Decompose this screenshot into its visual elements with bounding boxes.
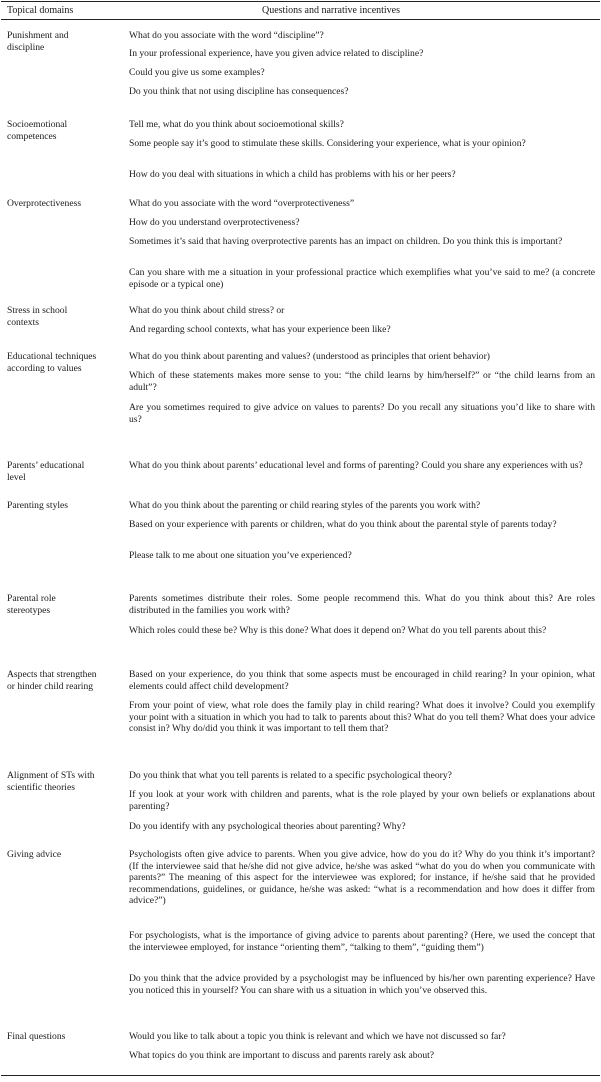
question: Could you give us some examples? xyxy=(129,67,265,78)
domain-parenting-styles xyxy=(7,500,125,512)
question: Do you identify with any psychological theories about parenting? Why? xyxy=(129,821,406,832)
question: What do you associate with the word “overprotectiveness” xyxy=(129,198,355,209)
domain-parents-educational-level xyxy=(7,460,125,483)
question: What do you think about parenting and values? (understood as principles that orient behavior) xyxy=(129,351,490,362)
domain-line: or hinder child rearing xyxy=(7,680,94,692)
question: If you look at your work with children and parents, what is the role played by your own beliefs or explanations about parenting? xyxy=(129,789,595,812)
domain-line: Parental role xyxy=(7,593,56,604)
domain-line: Final questions xyxy=(7,1031,66,1042)
question: Would you like to talk about a topic you think is relevant and which we have not discussed so far? xyxy=(129,1031,506,1042)
domain-overprotectiveness xyxy=(7,198,125,210)
top-rule xyxy=(1,1,600,2)
question: From your point of view, what role does the family play in child rearing? What does it involve? Could you exemplify your point with a situation in which you had to talk to parents about this? What do you tell them? What does your advice consist in? Why do/did you think it was important to tell them that? xyxy=(129,700,595,735)
domain-punishment-discipline xyxy=(7,30,125,53)
domain-line: Alignment of STs with xyxy=(7,770,95,781)
question: Do you think that the advice provided by a psychologist may be influenced by his/her own parenting experience? Have you noticed this in yourself? You can share with us a situation in which you’ve observed this. xyxy=(129,973,595,996)
domain-line: competences xyxy=(7,130,57,142)
question: What do you associate with the word “discipline”? xyxy=(129,30,324,41)
domain-alignment-theories xyxy=(7,770,125,793)
domain-line: Socioemotional xyxy=(7,119,68,130)
domain-socioemotional-competences xyxy=(7,119,125,142)
question: Some people say it’s good to stimulate these skills. Considering your experience, what is your opinion? xyxy=(129,138,526,149)
question: Based on your experience, do you think that some aspects must be encouraged in child rearing? In your opinion, what elements could affect child development? xyxy=(129,669,595,692)
question: Based on your experience with parents or children, what do you think about the parental style of parents today? xyxy=(129,519,557,530)
question: Which roles could these be? Why is this done? What does it depend on? What do you tell parents about this? xyxy=(129,625,547,636)
question: For psychologists, what is the importance of giving advice to parents about parenting? (Here, we used the concept that the interviewee employed, for instance “orienting them”, “talking to them”, “guiding them”) xyxy=(129,930,595,953)
header-questions: Questions and narrative incentives xyxy=(262,5,401,16)
domain-parental-role-stereotypes xyxy=(7,593,125,616)
bottom-rule xyxy=(1,1075,600,1076)
domain-line: Overprotectiveness xyxy=(7,198,82,209)
question: Which of these statements makes more sense to you: “the child learns by him/herself?” or “the child learns from an adult”? xyxy=(129,370,595,393)
question: And regarding school contexts, what has your experience been like? xyxy=(129,324,391,335)
domain-line: level xyxy=(7,471,26,483)
domain-line: Stress in school xyxy=(7,305,68,316)
question: What topics do you think are important to discuss and parents rarely ask about? xyxy=(129,1050,435,1061)
question: What do you think about parents’ educational level and forms of parenting? Could you share any experiences with us? xyxy=(129,460,583,471)
domain-aspects-child-rearing xyxy=(7,669,125,692)
header-topical-domains: Topical domains xyxy=(7,5,74,16)
question: Do you think that not using discipline has consequences? xyxy=(129,86,349,97)
domain-line: Giving advice xyxy=(7,849,62,860)
question: How do you understand overprotectiveness? xyxy=(129,217,300,228)
domain-line: Parents’ educational xyxy=(7,460,85,471)
domain-line: Aspects that strengthen xyxy=(7,669,97,680)
domain-line: Punishment and xyxy=(7,30,69,41)
domain-line: Educational techniques xyxy=(7,351,97,362)
question: Tell me, what do you think about socioemotional skills? xyxy=(129,119,344,130)
question: Psychologists often give advice to parents. When you give advice, how do you do it? Why do you think it’s important? (If the interviewee said that he/she did not give advice, he/she was asked “what do you do when you communicate with parents?” The meaning of this aspect for the interviewee was explored; for instance, if he/she said that he provided recommendations, guidelines, or guidance, he/she was asked: “what is a recommendation and how does it differ from advice?”) xyxy=(129,849,595,907)
header-rule xyxy=(1,19,600,20)
domain-giving-advice xyxy=(7,849,125,861)
question: What do you think about child stress? or xyxy=(129,305,285,316)
domain-line: according to values xyxy=(7,362,82,374)
domain-line: stereotypes xyxy=(7,604,51,616)
question: Sometimes it’s said that having overprotective parents has an impact on children. Do you think this is important? xyxy=(129,236,563,247)
domain-line: scientific theories xyxy=(7,781,75,793)
question: Do you think that what you tell parents is related to a specific psychological theory? xyxy=(129,770,452,781)
domain-line: Parenting styles xyxy=(7,500,69,511)
question: In your professional experience, have you given advice related to discipline? xyxy=(129,48,424,59)
question: Are you sometimes required to give advice on values to parents? Do you recall any situations you’d like to share with us? xyxy=(129,402,595,425)
domain-final-questions xyxy=(7,1031,125,1043)
question: Parents sometimes distribute their roles. Some people recommend this. What do you think about this? Are roles distributed in the families you work with? xyxy=(129,593,595,616)
domain-stress-school xyxy=(7,305,125,328)
question: How do you deal with situations in which a child has problems with his or her peers? xyxy=(129,169,456,180)
question: Can you share with me a situation in your professional practice which exemplifies what you’ve said to me? (a concrete episode or a typical one) xyxy=(129,267,595,290)
domain-educational-techniques xyxy=(7,351,125,374)
domain-line: discipline xyxy=(7,41,45,53)
question: What do you think about the parenting or child rearing styles of the parents you work with? xyxy=(129,500,481,511)
domain-line: contexts xyxy=(7,316,39,328)
question: Please talk to me about one situation you’ve experienced? xyxy=(129,550,352,561)
